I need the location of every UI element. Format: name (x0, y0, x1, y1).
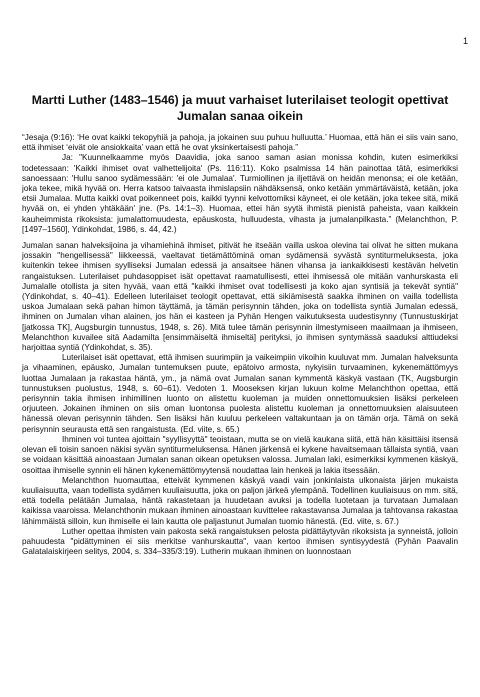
paragraph-body-5: Luther opettaa ihmisten vain pakosta sekä rangaistuksen pelosta pidättäytyvän rikoksista ja synneistä, jolloin pahuudesta "pidättyminen ei siis merkitse vanhurskautta", vaan kertoo ihmisen syntisyydestä (Pyhän Paavalin Galatalaiskirjeen selitys, 2004, s. 334–335/3:19). Lutherin mukaan ihminen on luonnostaan (22, 526, 458, 557)
paragraph-body-4: Melanchthon huomauttaa, etteivät kymmenen käskyä vaadi vain jonkinlaista ulkonaista järjen mukaista kuuliaisuutta, vaan todellista sydämen kuuliaisuutta, joka on paljon järkeä ylempänä. Todellinen kuuliaisuus on mm. sitä, että todella pelätään Jumalaa, häntä rakastetaan ja huudetaan avuksi ja todella luotetaan ja turvataan Jumalaan kaikissa vaaroissa. Melanchthonin mukaan ihminen ainoastaan kuvittelee rakastavansa Jumalaa ja tahtovansa rakastaa lähimmäistä silloin, kun ihmiselle ei lain kautta ole paljastunut Jumalan tuomio hänestä. (Ed. viite, s. 67.) (22, 475, 458, 526)
paragraph-body-3: Ihminen voi tuntea ajoittain "syyllisyyttä" teoistaan, mutta se on vielä kaukana siitä, että hän käsittäisi itsensä olevan eli toisin sanoen näkisi syvän syntiturmeluksensa. Hänen järkensä ei kykene havaitsemaan tällaista syntiä, vaan se voidaan käsittää ainoastaan Jumalan sanan oikean opetuksen valossa. Jumalan laki, esimerkiksi kymmenen käskyä, osoittaa ihmiselle synnin eli hänen kykenemättömyytensä noudattaa lain henkeä ja lakia itsessään. (22, 434, 458, 475)
document-title: Martti Luther (1483–1546) ja muut varhaiset luterilaiset teologit opettivat Jumalan sanaa oikein (31, 93, 449, 123)
paragraph-body-2: Luterilaiset isät opettavat, että ihmisen suurimpiin ja vaikeimpiin vikoihin kuuluvat mm. Jumalan halveksunta ja vihaaminen, epäusko, Jumalan tuntemuksen puute, epätoivo armosta, nykyisiin turvaaminen, kykenemättömyys luottaa Jumalaan ja rakastaa häntä, ym., ja nämä ovat Jumalan sanan kymmentä käskyä vastaan (TK, Augsburgin tunnustuksen puolustus, 1948, s. 60–61). Vedoten 1. Mooseksen kirjan lukuun kolme Melanchthon opettaa, että perisynnin takia ihmisen inhimillinen luonto on alistettu kuoleman ja muiden onnettomuuksien lisäksi perkeleen orjuuteen. Jokainen ihminen on siis oman luontonsa puolesta alistettu kuoleman ja onnettomuuksien alaisuuteen hänessä olevan perisynnin tähden. Sen lisäksi hän kuuluu perkeleen valtakuntaan ja on tämän orja. Tämä on sekä perisynnin seurausta että sen rangaistusta. (Ed. viite, s. 65.) (22, 353, 458, 434)
document-body (22, 133, 458, 557)
page-number: 1 (462, 36, 468, 46)
paragraph-body-1: Jumalan sanan halveksijoina ja vihamiehinä ihmiset, pitivät he itseään vailla uskoa olevina tai olivat he sitten mukana jossakin "hengellisessä" liikkeessä, vaeltavat tietämättöminä oman sydämensä syvästä syntiturmeluksesta, joka kuitenkin tekee ihmisen syylliseksi Jumalan edessä ja ansaitsee hänen vihansa ja iankaikkisesti kestävän helvetin rangaistuksen. Luterilaiset puhdasoppiset isät opettavat raamatullisesti, ettei ihmisessä ole mitään vanhurskasta eli Jumalalle otollista ja siten hyvää, vaan että "kaikki ihmiset ovat todellisesti ja koko ajan syntisiä ja tekevät syntiä" (Ydinkohdat, s. 40–41). Edelleen luterilaiset teologit opettavat, että sikiämisestä saakka ihminen on vailla todellista uskoa Jumalaan sekä pahan himon täyttämä, ja tämän perisynnin tähden, joka on todellista syntiä Jumalan edessä, ihminen on Jumalan vihan alainen, jos hän ei kasteen ja Pyhän Hengen vaikutuksesta uudestisynny (Tunnustuskirjat [jatkossa TK], Augsburgin tunnustus, 1948, s. 26). Mitä tulee tämän perisynnin ilmestymiseen maailmaan ja ihmiseen, Melanchthon kuvailee sitä Aadamilta [ensimmäiseltä ihmiseltä] perityksi, jo ihmisen syntymässä saaduksi alttiudeksi harjoittaa syntiä (Ydinkohdat, s. 35). (22, 241, 458, 353)
paragraph-quote-isaiah: “Jesaja (9:16): ‘He ovat kaikki tekopyhiä ja pahoja, ja jokainen suu puhuu hulluutta.’ Huomaa, että hän ei siis vain sano, että ihmiset ‘eivät ole ansiokkaita’ vaan että he ovat yksinkertaisesti pahoja.” (22, 133, 458, 153)
paragraph-quote-david: Ja: "Kuunnelkaamme myös Daavidia, joka sanoo saman asian monissa kohdin, kuten esimerkiksi todetessaan: 'Kaikki ihmiset ovat valhettelijoita' (Ps. 116:11). Koko psalmissa 14 hän painottaa tätä, esimerkiksi sanoessaan: 'Hullu sanoo sydämessään: 'ei ole Jumalaa'. Turmiollinen ja iljettävä on heidän menonsa; ei ole ketään, joka tekee, mikä hyvää on. Herra katsoo taivaasta ihmislapsiin nähdäksensä, onko ketään ymmärtäväistä, ketään, joka etsii Jumalaa. Mutta kaikki ovat poikenneet pois, kaikki tyynni kelvottomiksi käyneet, ei ole ketään, joka tekee sitä, mikä hyvää on, ei yhden yhtäkään' jne. (Ps. 14:1–3). Huomaa, ettei hän syytä ihmistä pienistä paheista, vaan kaikkein kauheimmista rikoksista: jumalattomuudesta, epäuskosta, hulluudesta, vihasta ja jumalanpilkasta.” (Melanchthon, P. [1497–1560], Ydinkohdat, 1986, s. 44, 42.) (22, 153, 458, 234)
